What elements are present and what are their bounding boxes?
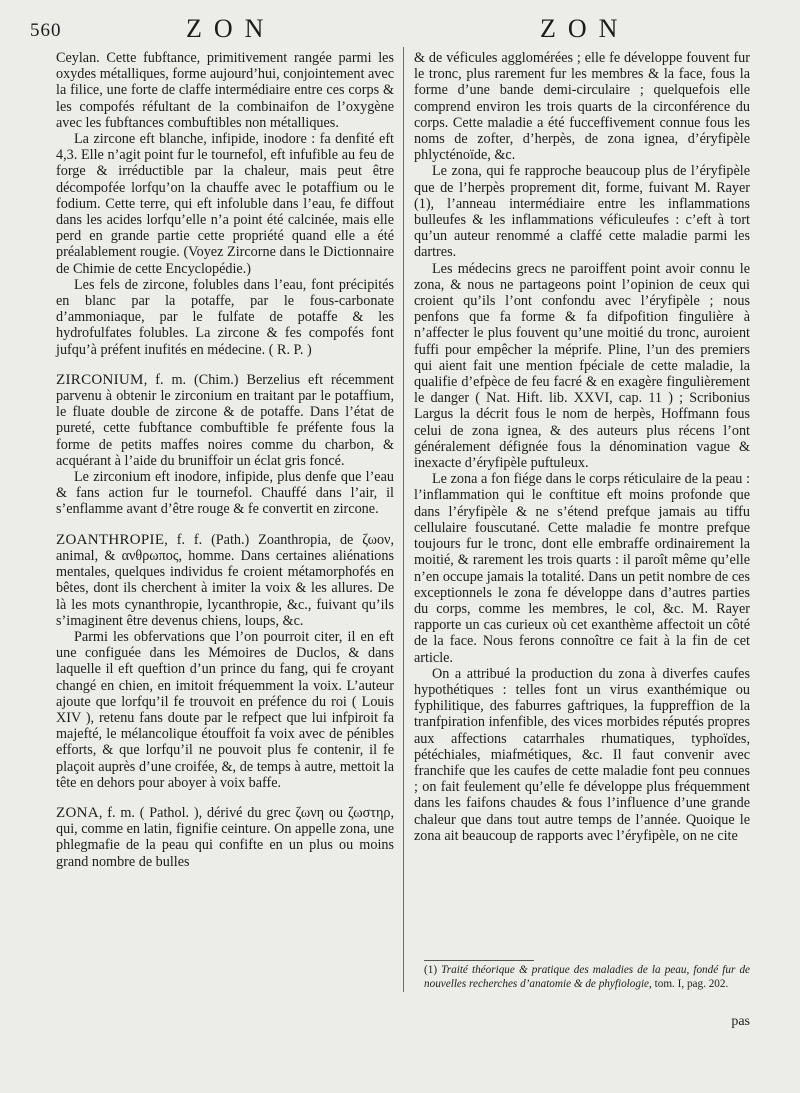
paragraph: & de véficules agglomérées ; elle fe développe fouvent fur le tronc, plus rarement fur les membres & la face, fous la forme d’une bande demi-circulaire ; quelquefois elle comprend environ les trois quarts de la circonférence du corps. Cette maladie a été fucceffivement connue fous les noms de zofter, d’herpès, de zona ignea, d’éryfipèle phlycténoïde, &c. <box>414 50 750 164</box>
entry-zona <box>56 805 394 870</box>
entry-headword: ZONA <box>56 804 99 821</box>
column-divider <box>403 47 404 992</box>
entry-text: , f. m. (Chim.) Berzelius eft récemment parvenu à obtenir le zirconium en traitant par le potaffium, le fluate double de zircone & de potaffe. Dans l’état de pureté, cette fubftance combuftible fe préfente fous la forme de petits maffes noires comme du charbon, & acquérant à l’aide du bruniffoir un éclat gris foncé. <box>56 371 394 469</box>
footnote-text: Traité théorique & pratique des maladies de la peau, fondé fur de nouvelles recherches d’anatomie & de phyfiologie, <box>424 964 751 990</box>
running-head-left: ZON <box>186 14 276 43</box>
entry-zirconium <box>56 372 394 469</box>
paragraph: La zircone eft blanche, infipide, inodore : fa denfité eft 4,3. Elle n’agit point fur le tournefol, eft infufible au feu de forge & irréductible par la chaleur, mais peut être décompofée lorfqu’on la chauffe avec le potaffium ou le fodium. Cette terre, qui eft infoluble dans l’eau, fe diffout dans les acides lorfqu’elle n’a point été calcinée, mais elle perd en grande partie cette propriété quand elle a été préalablement rougie. (Voyez Zircorne dans le Dictionnaire de Chimie de cette Encyclopédie.) <box>56 131 394 277</box>
footnote-mark: (1) <box>424 964 438 976</box>
paragraph: Parmi les obfervations que l’on pourroit citer, il en eft une configuée dans les Mémoires de Duclos, & dans laquelle il eft queftion d’un prince du fang, qui fe croyant changé en chien, en imitoit fréquemment la voix. L’auteur ajoute que lorfqu’il fe trouvoit en préfence du roi ( Louis XIV ), retenu fans doute par le refpect que lui infpiroit fa majefté, le mélancolique étouffoit fa voix avec de pénibles efforts, & que lorfqu’il ne pouvoit plus fe contenir, il fe plaçoit auprès d’une croifée, &, de temps à autre, mettoit la tête en dehors pour aboyer à voix baffe. <box>56 628 394 791</box>
entry-headword: ZIRCONIUM <box>56 371 144 388</box>
paragraph: Le zirconium eft inodore, infipide, plus denfe que l’eau & fans action fur le tournefol. Chauffé dans l’air, il s’enflamme avant d’être rouge & fe convertit en zircone. <box>56 469 394 518</box>
left-column <box>56 50 394 870</box>
entry-zoanthropie <box>56 532 394 629</box>
catchword: pas <box>731 1014 750 1029</box>
entry-text: , f. m. ( Pathol. ), dérivé du grec ζωνη ou ζωστηρ, qui, comme en latin, fignifie ceinture. On appelle zona, une phlegmafie de la peau qui confifte en un plus ou moins grand nombre de bulles <box>56 804 394 870</box>
page-number: 560 <box>30 20 62 41</box>
paragraph: Ceylan. Cette fubftance, primitivement rangée parmi les oxydes métalliques, forme aujourd’hui, conjointement avec la filice, une forte de claffe intermédiaire entre ces corps & les compofés réfultant de la combinaifon de l’oxygène avec les fubftances combuftibles non métalliques. <box>56 50 394 131</box>
running-head-right: ZON <box>540 14 630 43</box>
paragraph: On a attribué la production du zona à diverfes caufes hypothétiques : telles font un virus exanthémique ou fyphilitique, des faburres gaftriques, la fuppreffion de la tranfpiration infenfible, des vices morbides réputés propres aux affections catarrhales rhumatiques, typhoïdes, pétéchiales, miafmétiques, &c. Il faut convenir avec franchife que les caufes de cette maladie font peu connues ; on fait feulement qu’elle fe développe plus fréquemment dans les faifons chaudes & fous l’influence d’une grande chaleur que dans tout autre temps de l’année. Quoique le zona ait beaucoup de rapports avec l’éryfipèle, on ne cite <box>414 665 750 844</box>
paragraph: Le zona, qui fe rapproche beaucoup plus de l’éryfipèle que de l’herpès proprement dit, forme, fuivant M. Rayer (1), l’anneau intermédiaire entre les inflammations bulleufes & les inflammations véficuleufes : c’eft à tort qu’un auteur renommé a claffé cette maladie parmi les dartres. <box>414 163 750 261</box>
paragraph: Le zona a fon fiége dans le corps réticulaire de la peau : l’inflammation qui le conftitue eft moins profonde que dans l’éryfipèle & ne s’étend prefque jamais au tiffu cellulaire fouscutané. Cette maladie fe montre prefque toujours fur le tronc, dont elle embraffe ordinairement la moitié, & rarement les trois quarts : il paroît même qu’elle n’en occupe jamais la totalité. Dans un petit nombre de ces exceptionnels le zona fe développe dans d’autres parties du corps, comme les membres, le col, &c. M. Rayer rapporte un cas curieux où cet exanthème affectoit un côté de la face. Nous ferons connoître ce fait à la fin de cet article. <box>414 471 750 666</box>
entry-text: , f. f. (Path.) Zoanthropia, de ζωον, animal, & ανθρωπος, homme. Dans certaines aliénations mentales, quelques individus fe croient métamorphofés en bêtes, dont ils cherchent à imiter la voix & les allures. De là les mots cynanthropie, lycanthropie, &c., fuivant qu’ils s’imaginent être devenus chiens, loups, &c. <box>56 531 394 629</box>
entry-headword: ZOANTHROPIE <box>56 531 165 548</box>
footnote <box>424 964 750 991</box>
footnote-rule <box>424 960 534 961</box>
footnote-reference: tom. I, pag. 202. <box>654 977 729 990</box>
paragraph: Les médecins grecs ne paroiffent point avoir connu le zona, & nous ne partageons point l’opinion de ceux qui croient qu’ils l’ont confondu avec l’éryfipèle ; nous penfons que fa forme & fa difpofition fingulière à n’affecter le plus fouvent qu’une moitié du tronc, auroient fuffi pour empêcher la méprife. Pline, l’un des premiers qui aient fait une mention fpéciale de cette maladie, la qualifie d’efpèce de feu facré & en exagère fingulièrement le danger ( Nat. Hift. lib. XXVI, cap. 11 ) ; Scribonius Largus la décrit fous le nom de herpès, Hoffmann fous celui de zona ignea, & des auteurs plus récens l’ont généralement défignée fous la dénomination vague & inexacte d’éryfipèle puftuleux. <box>414 260 750 472</box>
paragraph: Les fels de zircone, folubles dans l’eau, font précipités en blanc par la potaffe, par le fous-carbonate d’ammoniaque, par le fulfate de potaffe & les hydrofulfates folubles. La zircone & fes compofés font jufqu’à préfent inufités en médecine. ( R. P. ) <box>56 276 394 358</box>
right-column <box>414 50 750 844</box>
